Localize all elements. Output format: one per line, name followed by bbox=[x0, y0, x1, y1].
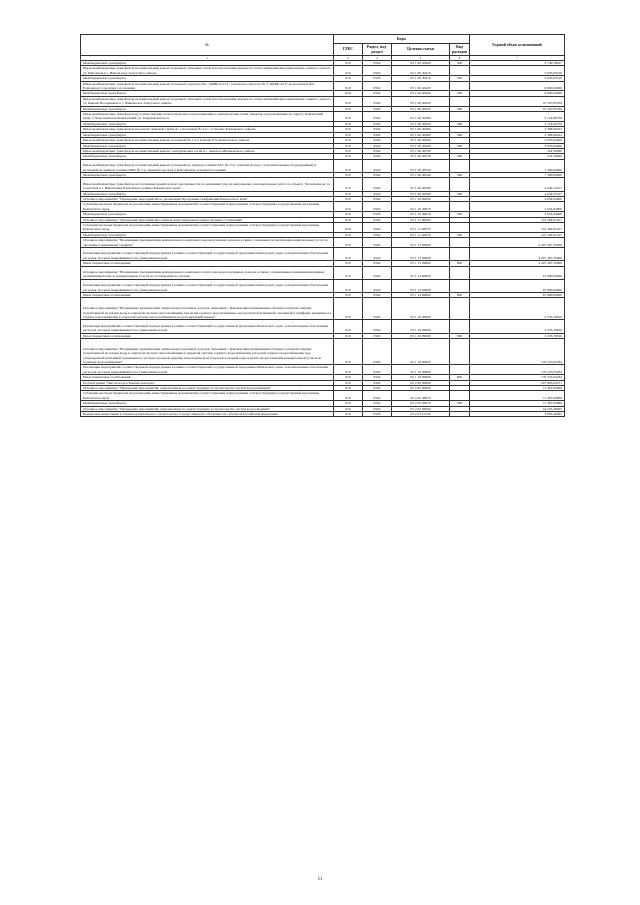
row-grbs-code: 810 bbox=[334, 232, 363, 237]
row-description: Основное мероприятие "Возмещение предприятиям коммунального комплекса недополученных доходов в связи с оказанием потребителям коммунальных услуг по льготным (сниженным) тарифам" bbox=[81, 238, 334, 248]
row-annual-amount: 3 154,69736 bbox=[470, 112, 565, 122]
row-expense-type-code: 500 bbox=[450, 212, 470, 217]
row-razdel-code: 0502 bbox=[363, 106, 392, 111]
row-expense-type-code: 500 bbox=[450, 154, 470, 159]
row-expense-type-code: 500 bbox=[450, 172, 470, 177]
table-row bbox=[81, 320, 565, 333]
row-annual-amount: 71 487,60666 bbox=[470, 391, 565, 401]
row-grbs-code: 810 bbox=[334, 127, 363, 132]
row-annual-amount: 3 053,84400 bbox=[470, 143, 565, 148]
row-description: Основное мероприятие "Возмещение юридическим лицам недополученных доходов, связанных с фактическим применением объемов тепловой энергии, потребляемой на нагрев воды в открытой системе теплоснабжения и закрытой системе горячего водоснабжения для целей горячего водоснабжения, над утвержденной величиной нормативного расхода тепловой энергии, используемой на подогрев холодной воды в целях предоставления коммунальной услуги по горячему водоснабжению" bbox=[81, 338, 334, 364]
row-description: Иные межбюджетные трансферты на осуществление технологического присоединения к электрическим сетям объектов, расположенных по адресу: Камчатский край, г. Петропавловск-Камчатский, ул. Озерновская коса bbox=[81, 112, 334, 122]
row-razdel-code: 0502 bbox=[363, 232, 392, 237]
row-expense-type-code: 500 bbox=[450, 106, 470, 111]
row-grbs-code: 810 bbox=[334, 112, 363, 122]
row-annual-amount: 67 800,00000 bbox=[470, 266, 565, 279]
row-target-article-code: 05 1 18 00000 bbox=[392, 338, 450, 364]
table-row bbox=[81, 279, 565, 292]
row-description: Иные межбюджетные трансферты на ремонт дымовой трубы № 1 котельной № 2 в с. Соболево Елизовского района bbox=[81, 127, 334, 132]
row-annual-amount: 179 225,63184 bbox=[470, 375, 565, 380]
row-razdel-code: 0502 bbox=[363, 365, 392, 375]
row-description: Основное мероприятие "Возмещение предприятиям коммунального комплекса затрат или недополученных доходов в связи с ограничением изменения вводимых граничными платы за коммунальные услуги по установленного уровня" bbox=[81, 266, 334, 279]
row-target-article-code: 05 1 06 40530 bbox=[392, 148, 450, 153]
row-description: Основное мероприятие "Возмещение юридическим лицам недополученных доходов, связанных с фактическим применением объемов тепловой энергии, потребляемой на нагрев воды в открытой системе теплоснабжения для целей горячего водоснабжения, над расчетной величиной, указанной в тарифных решениях на горячее водоснабжение в открытой системе теплоснабжения и на регулируемый период" bbox=[81, 298, 334, 320]
column-index-cell: 7 bbox=[470, 56, 565, 61]
row-annual-amount: 324,30000 bbox=[470, 154, 565, 159]
row-annual-amount: 2 368,90222 bbox=[470, 132, 565, 137]
row-expense-type-code bbox=[450, 247, 470, 260]
row-target-article-code: 05 1 16 09990 bbox=[392, 320, 450, 333]
row-grbs-code: 810 bbox=[334, 159, 363, 172]
row-annual-amount: 71 487,60666 bbox=[470, 385, 565, 390]
row-razdel-code: 0502 bbox=[363, 76, 392, 81]
row-expense-type-code bbox=[450, 112, 470, 122]
row-razdel-code: 0502 bbox=[363, 61, 392, 66]
row-annual-amount: 67 800,00000 bbox=[470, 279, 565, 292]
row-razdel-code: 0502 bbox=[363, 406, 392, 411]
row-annual-amount: 5 635,63310 bbox=[470, 76, 565, 81]
row-grbs-code: 810 bbox=[334, 91, 363, 96]
column-index-cell: 3 bbox=[334, 56, 363, 61]
row-annual-amount: 44 523,48365 bbox=[470, 406, 565, 411]
row-expense-type-code: 800 bbox=[450, 292, 470, 297]
row-expense-type-code bbox=[450, 298, 470, 320]
row-target-article-code: 05 1 06 40450 bbox=[392, 96, 450, 106]
row-razdel-code: 0502 bbox=[363, 159, 392, 172]
row-target-article-code: 05 1 06 40480 bbox=[392, 127, 450, 132]
row-grbs-code: 810 bbox=[334, 266, 363, 279]
table-row bbox=[81, 222, 565, 232]
row-target-article-code: 05 1 06 40580 bbox=[392, 191, 450, 196]
row-grbs-code: 810 bbox=[334, 76, 363, 81]
row-annual-amount: 10 547,83709 bbox=[470, 106, 565, 111]
row-expense-type-code bbox=[450, 391, 470, 401]
row-description: Межбюджетные трансферты bbox=[81, 91, 334, 96]
row-description: Основное мероприятие "Проведение мероприятий, направленных на реконструкцию и строительство систем водоотведения" bbox=[81, 406, 334, 411]
row-razdel-code: 0502 bbox=[363, 338, 392, 364]
row-description: Межбюджетные трансферты bbox=[81, 154, 334, 159]
row-grbs-code: 810 bbox=[334, 338, 363, 364]
table-row bbox=[81, 266, 565, 279]
row-description: Реализация мероприятий соответствующей подпрограммы в рамках соответствующей государственной программы Камчатского края, за исключением обеспечения расходов, которые приравниваются к уникальным кодам bbox=[81, 320, 334, 333]
row-annual-amount: 2 368,90222 bbox=[470, 127, 565, 132]
column-index-cell: 4 bbox=[363, 56, 392, 61]
row-annual-amount: 547 863,02071 bbox=[470, 380, 565, 385]
row-grbs-code: 810 bbox=[334, 81, 363, 91]
row-razdel-code: 0502 bbox=[363, 202, 392, 212]
table-row bbox=[81, 411, 565, 416]
row-annual-amount: 71 487,60666 bbox=[470, 401, 565, 406]
row-expense-type-code: 500 bbox=[450, 132, 470, 137]
row-expense-type-code bbox=[450, 365, 470, 375]
row-target-article-code: 05 1 16 09990 bbox=[392, 333, 450, 338]
row-annual-amount: 67 800,00000 bbox=[470, 292, 565, 297]
table-row bbox=[81, 66, 565, 76]
row-annual-amount: 2 533,76816 bbox=[470, 298, 565, 320]
row-razdel-code: 0502 bbox=[363, 112, 392, 122]
row-expense-type-code: 800 bbox=[450, 333, 470, 338]
row-target-article-code: 05 1 11 40070 bbox=[392, 222, 450, 232]
row-target-article-code: 05 1 06 40480 bbox=[392, 132, 450, 137]
row-target-article-code: 05 1 06 40580 bbox=[392, 178, 450, 191]
row-annual-amount: 10 547,83709 bbox=[470, 96, 565, 106]
row-target-article-code: 05 1 10 40070 bbox=[392, 202, 450, 212]
row-description: Субсидии местным бюджетам на реализацию инвестиционных мероприятий соответствующей подпрограммы соответствующей государственной программы Камчатского края bbox=[81, 202, 334, 212]
row-expense-type-code bbox=[450, 238, 470, 248]
row-expense-type-code: 500 bbox=[450, 76, 470, 81]
table-row bbox=[81, 338, 565, 364]
row-target-article-code: 05 1 14 09990 bbox=[392, 279, 450, 292]
row-grbs-code: 810 bbox=[334, 217, 363, 222]
row-target-article-code: 05 1 06 40420 bbox=[392, 91, 450, 96]
row-expense-type-code bbox=[450, 320, 470, 333]
row-description: Реализация мероприятий соответствующей подпрограммы в рамках соответствующей государственной программы Камчатского края, за исключением обеспечения расходов, которые приравниваются к уникальным кодам bbox=[81, 279, 334, 292]
page-number: 11 bbox=[317, 877, 323, 882]
row-target-article-code: 05 2 00 00000 bbox=[392, 380, 450, 385]
row-description: Реализация мероприятий соответствующей подпрограммы в рамках соответствующей государственной программы Камчатского края, за исключением обеспечения расходов, которые приравниваются к уникальным кодам bbox=[81, 365, 334, 375]
table-row bbox=[81, 96, 565, 106]
row-razdel-code: 0502 bbox=[363, 81, 392, 91]
row-annual-amount: 122 564,61917 bbox=[470, 232, 565, 237]
row-grbs-code: 810 bbox=[334, 138, 363, 143]
row-annual-amount: 2 654,84000 bbox=[470, 196, 565, 201]
row-grbs-code: 810 bbox=[334, 191, 363, 196]
row-target-article-code: 05 1 06 40410 bbox=[392, 76, 450, 81]
row-description: Иные межбюджетные трансферты на капитальный ремонт котельного агрегата №1 "ДКВР-6,5/13", котельного агрегата № 3 "ДКВР-4/13" на котельной №4 Елизовского городского поселения bbox=[81, 81, 334, 91]
row-grbs-code: 810 bbox=[334, 385, 363, 390]
row-description: Межбюджетные трансферты bbox=[81, 121, 334, 126]
row-grbs-code: 810 bbox=[334, 238, 363, 248]
row-target-article-code: 05 1 14 00000 bbox=[392, 266, 450, 279]
row-target-article-code: 05 1 13 09990 bbox=[392, 247, 450, 260]
row-razdel-code: 0502 bbox=[363, 238, 392, 248]
row-description: Межбюджетные трансферты bbox=[81, 172, 334, 177]
row-annual-amount: 2 044,52107 bbox=[470, 178, 565, 191]
row-razdel-code: 0502 bbox=[363, 66, 392, 76]
row-grbs-code: 810 bbox=[334, 261, 363, 266]
row-target-article-code: 05 2 02 40070 bbox=[392, 391, 450, 401]
row-description: Иные межбюджетные трансферты на капитальный ремонт электрических сетей в с. Аянское Мильковского района bbox=[81, 148, 334, 153]
row-target-article-code: 05 1 06 40490 bbox=[392, 143, 450, 148]
row-expense-type-code: 500 bbox=[450, 401, 470, 406]
budget-table bbox=[80, 34, 565, 417]
row-razdel-code: 0502 bbox=[363, 261, 392, 266]
row-razdel-code: 0502 bbox=[363, 380, 392, 385]
row-razdel-code: 0502 bbox=[363, 148, 392, 153]
row-description: Основное мероприятие "Проведение мероприятий в рамках инвестиционных концессионных соглашений" bbox=[81, 217, 334, 222]
row-description: Межбюджетные трансферты bbox=[81, 143, 334, 148]
row-annual-amount: 4 297 487,35009 bbox=[470, 261, 565, 266]
row-annual-amount: 2 654,84000 bbox=[470, 212, 565, 217]
row-razdel-code: 0502 bbox=[363, 154, 392, 159]
row-target-article-code: 05 1 13 00000 bbox=[392, 238, 450, 248]
row-grbs-code: 810 bbox=[334, 320, 363, 333]
row-razdel-code: 0502 bbox=[363, 266, 392, 279]
row-expense-type-code bbox=[450, 202, 470, 212]
row-target-article-code: 05 1 06 40540 bbox=[392, 159, 450, 172]
row-annual-amount: 4 739,78917 bbox=[470, 61, 565, 66]
row-grbs-code: 810 bbox=[334, 96, 363, 106]
row-grbs-code: 810 bbox=[334, 106, 363, 111]
table-row bbox=[81, 112, 565, 122]
row-annual-amount: 4 297 487,35009 bbox=[470, 247, 565, 260]
row-expense-type-code: 500 bbox=[450, 121, 470, 126]
table-row bbox=[81, 391, 565, 401]
row-description: Иные бюджетные ассигнования bbox=[81, 375, 334, 380]
row-grbs-code: 810 bbox=[334, 121, 363, 126]
row-razdel-code: 0502 bbox=[363, 222, 392, 232]
row-target-article-code: 05 1 06 40420 bbox=[392, 81, 450, 91]
row-razdel-code: 0502 bbox=[363, 279, 392, 292]
row-razdel-code: 0502 bbox=[363, 292, 392, 297]
row-expense-type-code bbox=[450, 96, 470, 106]
row-target-article-code: 05 1 06 40530 bbox=[392, 154, 450, 159]
table-row bbox=[81, 247, 565, 260]
row-annual-amount: 3 053,84400 bbox=[470, 138, 565, 143]
row-target-article-code: 05 1 13 09990 bbox=[392, 261, 450, 266]
col-header-grbs: ГРБС bbox=[334, 44, 363, 56]
col-header-expense-type: Вид расходов bbox=[450, 44, 470, 56]
row-annual-amount: 6 000,00000 bbox=[470, 91, 565, 96]
row-expense-type-code bbox=[450, 266, 470, 279]
row-target-article-code: 05 1 06 40460 bbox=[392, 121, 450, 126]
row-grbs-code: 810 bbox=[334, 212, 363, 217]
row-annual-amount: 3 154,69736 bbox=[470, 121, 565, 126]
row-description: Межбюджетные трансферты bbox=[81, 401, 334, 406]
row-razdel-code: 0502 bbox=[363, 411, 392, 416]
col-header-number: № bbox=[81, 35, 334, 56]
row-annual-amount: 324,30000 bbox=[470, 148, 565, 153]
budget-table-page bbox=[80, 34, 564, 417]
row-expense-type-code: 500 bbox=[450, 143, 470, 148]
row-razdel-code: 0502 bbox=[363, 132, 392, 137]
col-header-target-article: Целевая статья bbox=[392, 44, 450, 56]
row-grbs-code: 810 bbox=[334, 202, 363, 212]
row-description: Иные бюджетные ассигнования bbox=[81, 292, 334, 297]
row-description: Межбюджетные трансферты bbox=[81, 106, 334, 111]
row-description: Иные бюджетные ассигнования bbox=[81, 261, 334, 266]
row-expense-type-code: 500 bbox=[450, 61, 470, 66]
row-grbs-code: 810 bbox=[334, 148, 363, 153]
row-annual-amount: 4 297 487,35009 bbox=[470, 238, 565, 248]
row-grbs-code: 810 bbox=[334, 406, 363, 411]
table-row bbox=[81, 81, 565, 91]
table-row bbox=[81, 178, 565, 191]
row-target-article-code: 05 1 06 40460 bbox=[392, 112, 450, 122]
row-target-article-code: 05 1 06 40450 bbox=[392, 106, 450, 111]
col-header-razdel: Раздел, под-раздел bbox=[363, 44, 392, 56]
row-expense-type-code bbox=[450, 159, 470, 172]
row-grbs-code: 810 bbox=[334, 143, 363, 148]
row-expense-type-code bbox=[450, 222, 470, 232]
row-description: Подпрограмма "Чистая вода в Камчатском крае" bbox=[81, 380, 334, 385]
row-annual-amount: 179 225,63184 bbox=[470, 365, 565, 375]
row-razdel-code: 0502 bbox=[363, 212, 392, 217]
row-expense-type-code: 500 bbox=[450, 91, 470, 96]
column-index-cell: 6 bbox=[450, 56, 470, 61]
column-index-cell: 2 bbox=[81, 56, 334, 61]
row-description: Иные межбюджетные трансферты на капитальный ремонт наружных тепловых сетей для обеспечения надежного теплоснабжения многоквартирного жилого дома по ул. Школьная в с. Никольское Алеутского района bbox=[81, 66, 334, 76]
row-description: Иные межбюджетные трансферты на капитальный ремонт котельной № 1 в п. Ключи Усть-Камчатского района bbox=[81, 138, 334, 143]
row-target-article-code: 05 1 06 40400 bbox=[392, 61, 450, 66]
row-grbs-code: 810 bbox=[334, 298, 363, 320]
row-razdel-code: 0502 bbox=[363, 247, 392, 260]
row-description: Субсидии местным бюджетам на реализацию инвестиционных мероприятий соответствующей подпрограммы соответствующей государственной программы Камчатского края bbox=[81, 391, 334, 401]
row-target-article-code: 05 1 06 40410 bbox=[392, 66, 450, 76]
row-razdel-code: 0502 bbox=[363, 320, 392, 333]
row-description: Основное мероприятие "Проведение мероприятий, направленных на реконструкцию и строительство систем водоснабжения" bbox=[81, 385, 334, 390]
table-row bbox=[81, 159, 565, 172]
row-annual-amount: 2 044,52107 bbox=[470, 191, 565, 196]
row-annual-amount: 179 225,63184 bbox=[470, 338, 565, 364]
row-description: Субсидии местным бюджетам на реализацию инвестиционных мероприятий соответствующей подпрограммы соответствующей государственной программы Камчатского края bbox=[81, 222, 334, 232]
row-razdel-code: 0502 bbox=[363, 401, 392, 406]
row-annual-amount: 6 000,00000 bbox=[470, 81, 565, 91]
row-expense-type-code bbox=[450, 411, 470, 416]
row-description: Межбюджетные трансферты bbox=[81, 232, 334, 237]
row-expense-type-code bbox=[450, 338, 470, 364]
row-annual-amount: 5 635,63310 bbox=[470, 66, 565, 76]
row-target-article-code: 05 1 11 40070 bbox=[392, 232, 450, 237]
row-description: Иные межбюджетные трансферты на погашение кредиторской задолженности по решениям суда на выполнение дополнительных работ по объекту "Котельная на ул. Советская в с. Николаевка Елизовского района Камчатского края" bbox=[81, 178, 334, 191]
row-target-article-code: 05 1 10 00000 bbox=[392, 196, 450, 201]
row-target-article-code: 05 1 06 40490 bbox=[392, 138, 450, 143]
row-grbs-code: 810 bbox=[334, 196, 363, 201]
row-razdel-code: 0502 bbox=[363, 217, 392, 222]
row-razdel-code: 0502 bbox=[363, 196, 392, 201]
row-description: Иные бюджетные ассигнования bbox=[81, 333, 334, 338]
row-description: Иные межбюджетные трансферты на капитальный ремонт котельной на твердом топливе КТГ № 13 (с заменой котлов с дополнительным оборудованием) и котельной на жидком топливе КЖТ № 3 (с заменой горелок) в Ключевском сельском поселении bbox=[81, 159, 334, 172]
row-grbs-code: 810 bbox=[334, 172, 363, 177]
row-grbs-code: 810 bbox=[334, 380, 363, 385]
row-description: Реализация мероприятий соответствующей подпрограммы в рамках соответствующей государственной программы Камчатского края, за исключением обеспечения расходов, которые приравниваются к уникальным кодам bbox=[81, 247, 334, 260]
row-razdel-code: 0502 bbox=[363, 178, 392, 191]
row-grbs-code: 810 bbox=[334, 292, 363, 297]
row-expense-type-code: 800 bbox=[450, 375, 470, 380]
row-razdel-code: 0502 bbox=[363, 391, 392, 401]
row-razdel-code: 0502 bbox=[363, 96, 392, 106]
row-target-article-code: 05 1 18 09990 bbox=[392, 365, 450, 375]
table-row bbox=[81, 202, 565, 212]
row-target-article-code: 05 1 11 00000 bbox=[392, 217, 450, 222]
table-row bbox=[81, 298, 565, 320]
row-razdel-code: 0502 bbox=[363, 143, 392, 148]
col-header-codes: Коды bbox=[334, 35, 470, 44]
row-grbs-code: 810 bbox=[334, 66, 363, 76]
row-target-article-code: 05 1 14 09990 bbox=[392, 292, 450, 297]
table-row bbox=[81, 238, 565, 248]
row-target-article-code: 05 1 18 09990 bbox=[392, 375, 450, 380]
row-target-article-code: 05 1 06 40540 bbox=[392, 172, 450, 177]
row-expense-type-code bbox=[450, 81, 470, 91]
row-description: Межбюджетные трансферты bbox=[81, 61, 334, 66]
row-target-article-code: 05 2 03 00000 bbox=[392, 406, 450, 411]
row-razdel-code: 0502 bbox=[363, 127, 392, 132]
row-razdel-code: 0502 bbox=[363, 375, 392, 380]
row-grbs-code: 810 bbox=[334, 132, 363, 137]
row-grbs-code: 810 bbox=[334, 247, 363, 260]
row-description: Межбюджетные трансферты bbox=[81, 76, 334, 81]
row-razdel-code: 0502 bbox=[363, 385, 392, 390]
row-annual-amount: 2 654,84000 bbox=[470, 202, 565, 212]
row-grbs-code: 810 bbox=[334, 222, 363, 232]
row-annual-amount: 2 533,76816 bbox=[470, 333, 565, 338]
row-description: Основное мероприятие "Проведение мероприятий по реализации Программы газификации Камчатского края" bbox=[81, 196, 334, 201]
row-grbs-code: 810 bbox=[334, 401, 363, 406]
row-expense-type-code bbox=[450, 279, 470, 292]
row-grbs-code: 810 bbox=[334, 375, 363, 380]
row-target-article-code: 05 1 10 40070 bbox=[392, 212, 450, 217]
row-razdel-code: 0502 bbox=[363, 298, 392, 320]
row-expense-type-code: 500 bbox=[450, 232, 470, 237]
row-annual-amount: 2 533,76816 bbox=[470, 320, 565, 333]
row-description: Межбюджетные трансферты bbox=[81, 191, 334, 196]
row-razdel-code: 0502 bbox=[363, 138, 392, 143]
row-target-article-code: 05 1 16 00000 bbox=[392, 298, 450, 320]
row-grbs-code: 810 bbox=[334, 333, 363, 338]
row-grbs-code: 810 bbox=[334, 391, 363, 401]
row-target-article-code: 05 2 03 10130 bbox=[392, 411, 450, 416]
row-razdel-code: 0502 bbox=[363, 121, 392, 126]
row-expense-type-code bbox=[450, 66, 470, 76]
row-annual-amount: 7 300,00000 bbox=[470, 159, 565, 172]
row-annual-amount: 7 300,00000 bbox=[470, 172, 565, 177]
row-grbs-code: 810 bbox=[334, 61, 363, 66]
row-razdel-code: 0502 bbox=[363, 91, 392, 96]
row-annual-amount: 122 564,61917 bbox=[470, 222, 565, 232]
row-expense-type-code: 800 bbox=[450, 261, 470, 266]
row-description: Иные межбюджетные трансферты на капитальный ремонт наружных тепловых сетей для обеспечения надежного теплоснабжения многоквартирного жилого дома по ул. Бекеша Володиевых в с. Никольское Алеутского района bbox=[81, 96, 334, 106]
table-row bbox=[81, 365, 565, 375]
row-expense-type-code bbox=[450, 178, 470, 191]
row-razdel-code: 0502 bbox=[363, 333, 392, 338]
row-target-article-code: 05 2 02 40070 bbox=[392, 401, 450, 406]
row-razdel-code: 0502 bbox=[363, 191, 392, 196]
row-annual-amount: 122 564,61917 bbox=[470, 217, 565, 222]
row-target-article-code: 05 2 02 00000 bbox=[392, 385, 450, 390]
row-grbs-code: 810 bbox=[334, 365, 363, 375]
row-annual-amount: 3 803,48365 bbox=[470, 411, 565, 416]
row-description: Межбюджетные трансферты bbox=[81, 212, 334, 217]
row-grbs-code: 810 bbox=[334, 154, 363, 159]
row-grbs-code: 810 bbox=[334, 411, 363, 416]
row-description: Межбюджетные трансферты bbox=[81, 132, 334, 137]
row-grbs-code: 810 bbox=[334, 279, 363, 292]
row-razdel-code: 0502 bbox=[363, 172, 392, 177]
row-expense-type-code: 500 bbox=[450, 191, 470, 196]
col-header-annual-amount: Годовой объем ассигнований bbox=[470, 35, 565, 56]
column-index-cell: 5 bbox=[392, 56, 450, 61]
row-grbs-code: 810 bbox=[334, 178, 363, 191]
row-description: Бюджетные инвестиции в объекты капитального строительства государственной собственности субъектов Российской Федерации bbox=[81, 411, 334, 416]
